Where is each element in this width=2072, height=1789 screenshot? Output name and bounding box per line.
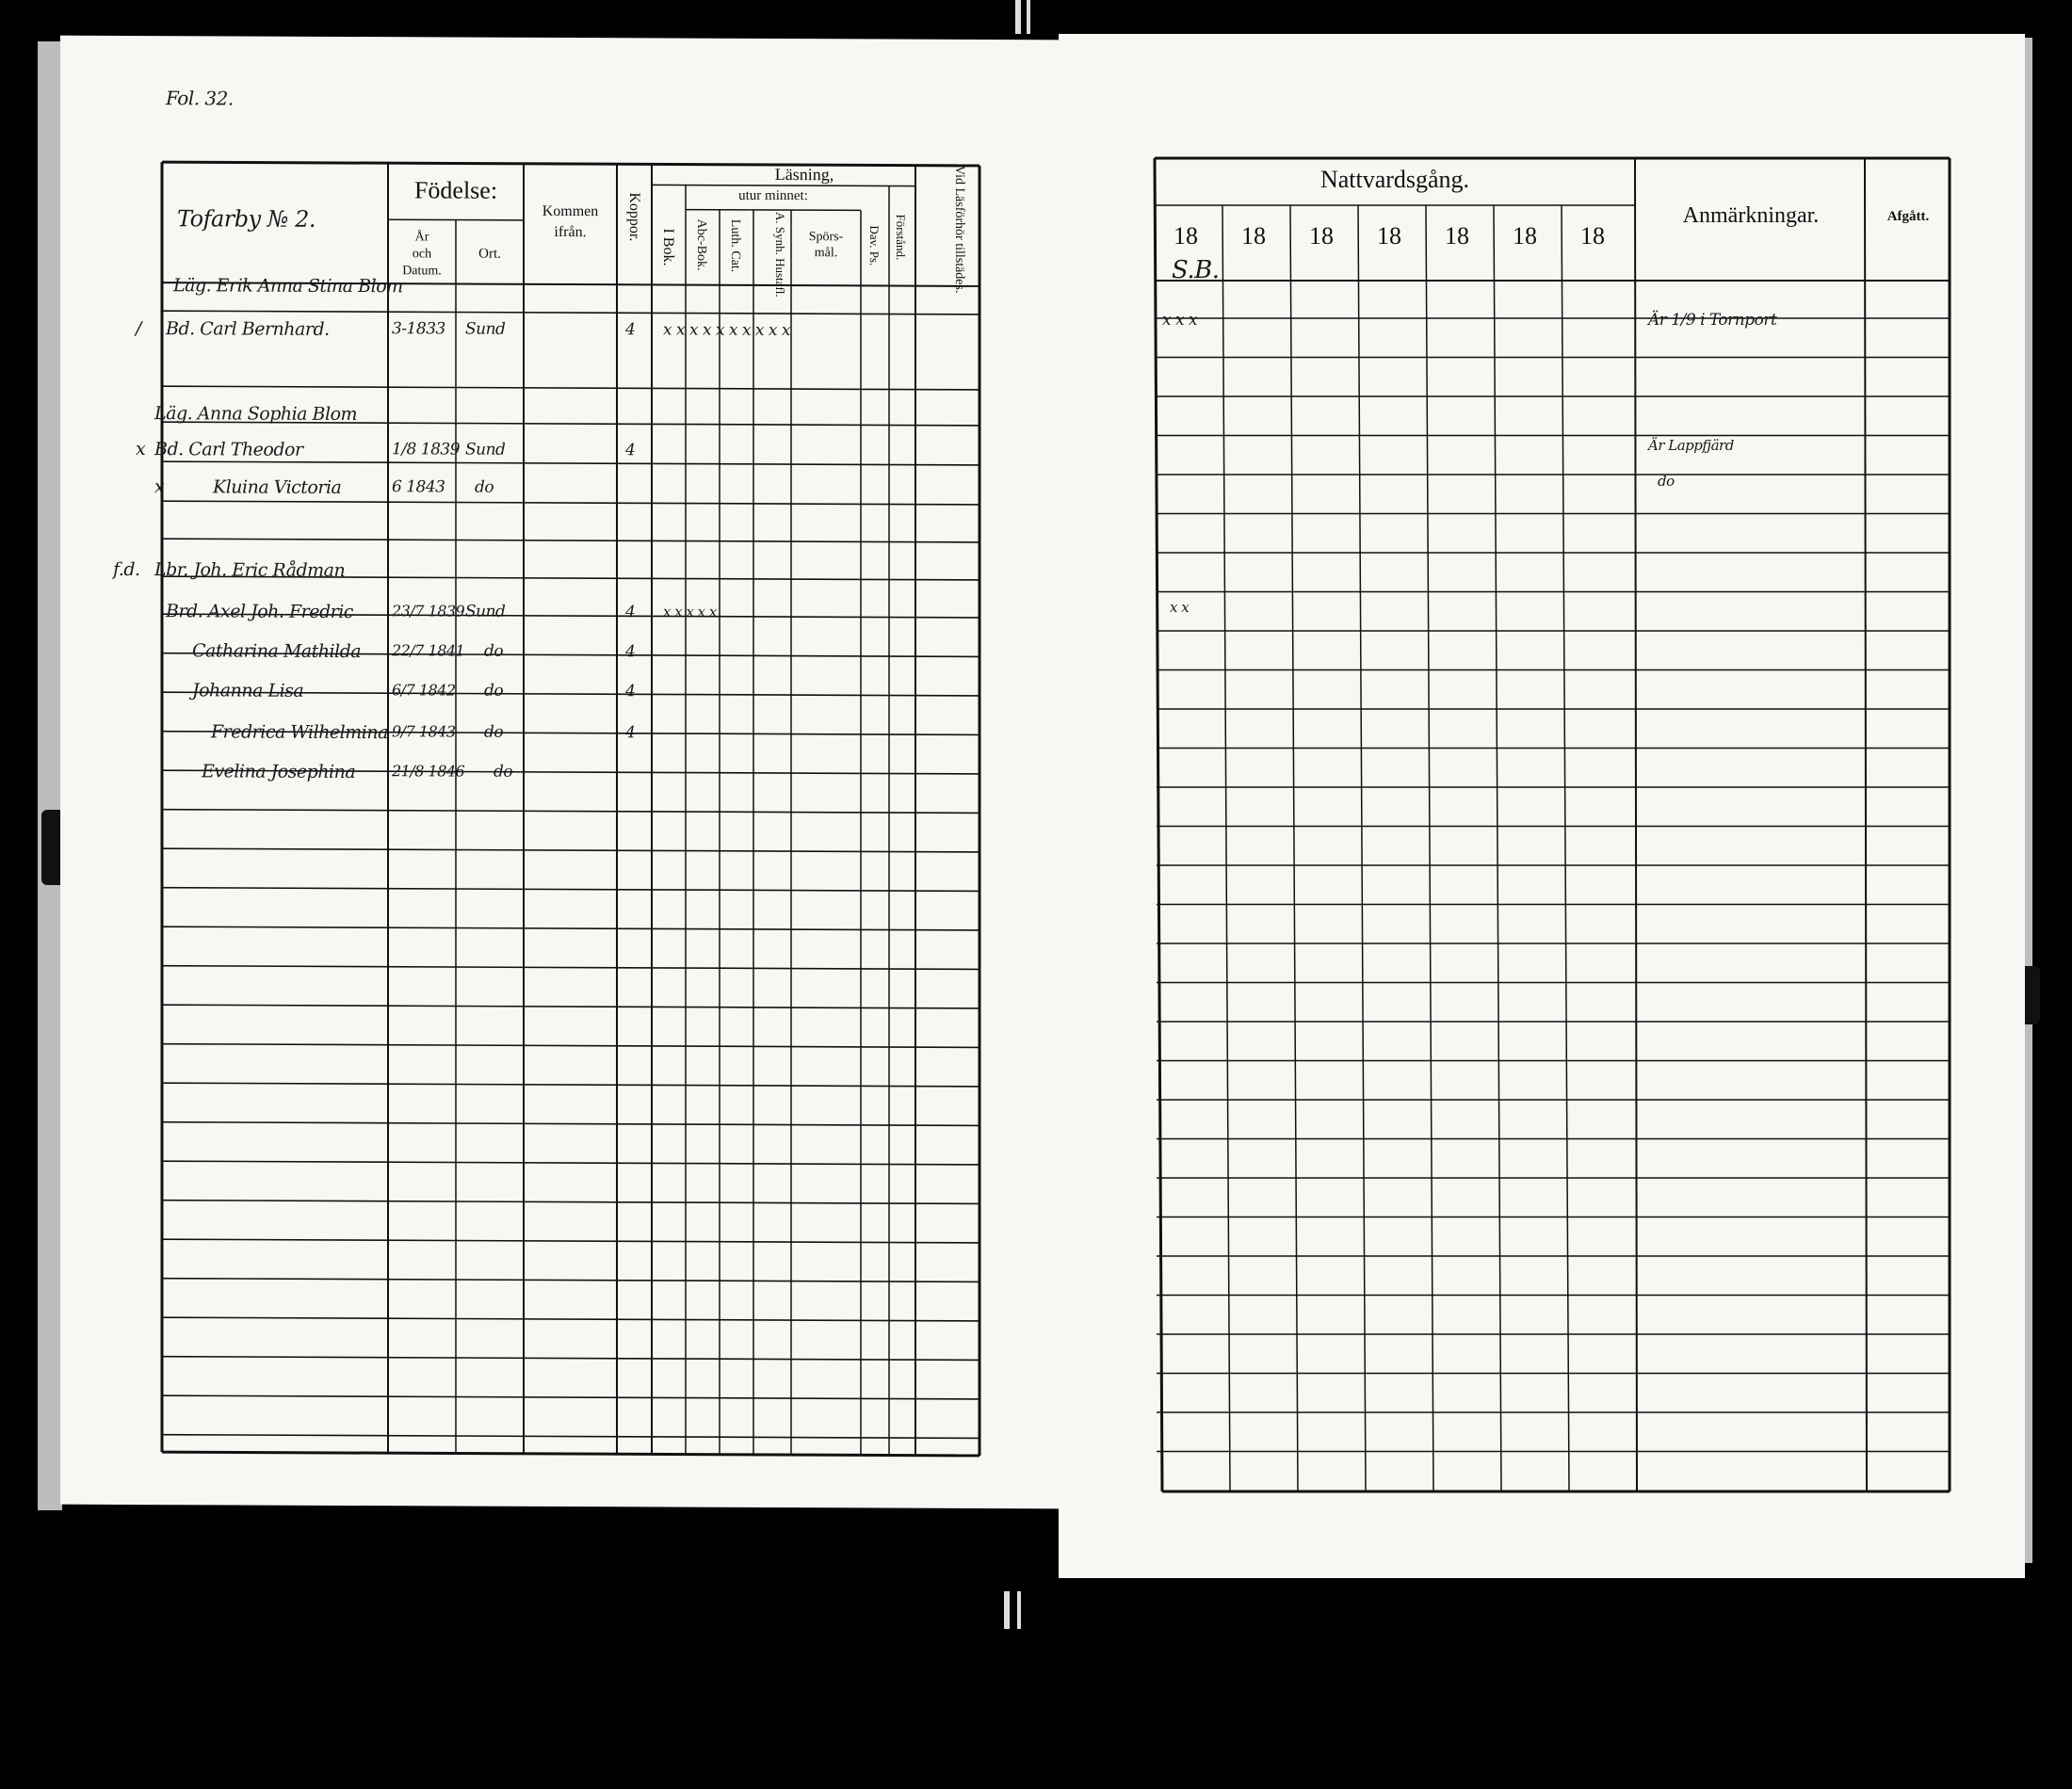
entry-name: Lbr. Joh. Eric Rådman (154, 559, 346, 581)
ruled-line (162, 810, 979, 814)
remark-text: Är 1/9 i Tornport (1648, 311, 1777, 330)
year-column-label: 18 (1377, 222, 1401, 250)
nattvardsgang-heading: Nattvardsgång. (1319, 166, 1470, 193)
place-heading: Tofarby № 2. (177, 205, 316, 233)
entry-koppor: 4 (625, 642, 636, 662)
anmarkningar-heading: Anmärkningar. (1682, 203, 1820, 228)
entry-place: Sund (465, 440, 506, 459)
entry-koppor: 4 (625, 603, 636, 622)
binding-mark-top (1015, 0, 1021, 34)
ar-label: År (414, 230, 429, 245)
entry-date: 9/7 1843 (392, 722, 456, 741)
binding-mark-bottom (1004, 1591, 1010, 1629)
entry-reading-marks: x x x x x x x x x x (663, 320, 791, 341)
ruled-line (162, 1317, 979, 1321)
entry-place: do (475, 477, 494, 497)
year-column-label: 18 (1445, 222, 1469, 250)
entry-date: 21/8 1846 (392, 762, 465, 781)
ruled-line (162, 848, 979, 852)
ruled-line (162, 966, 979, 970)
spors-label: Spörs- (808, 230, 844, 245)
entry-place: do (484, 722, 504, 742)
luth-cat-heading: Luth. Cat. (728, 218, 742, 273)
left-page-edge (38, 41, 62, 1510)
binding-mark-top-2 (1027, 0, 1030, 34)
entry-name: Brd. Axel Joh. Fredric (166, 601, 353, 623)
kommen-label: Kommen (542, 202, 599, 220)
och-label: och (412, 247, 432, 262)
entry-name: Johanna Lisa (192, 680, 304, 701)
entry-koppor: 4 (625, 682, 636, 701)
entry-name: Fredrica Wilhelmina (211, 721, 388, 744)
entry-date: 6 1843 (392, 477, 445, 497)
entry-name: Kluina Victoria (213, 476, 342, 498)
entry-date: 1/8 1839 (392, 440, 461, 459)
ruled-line (162, 888, 979, 892)
a-synh-hustafl-heading: A. Synh. Hustafl. (773, 211, 787, 298)
entry-date: 3-1833 (392, 319, 445, 339)
abc-bok-heading: Abc-Bok. (694, 218, 708, 271)
column-line (1290, 205, 1298, 1491)
ruled-line (162, 386, 979, 390)
mal-label: mål. (814, 246, 838, 261)
ruled-line (162, 1435, 979, 1439)
column-line (1358, 205, 1366, 1491)
ruled-line (162, 1395, 979, 1399)
vid-lasforhor-heading: Vid Läsförhör tillstädes. (952, 165, 966, 294)
binding-mark-bottom-2 (1017, 1591, 1021, 1629)
right-page (1059, 34, 2025, 1578)
afgatt-heading: Afgått. (1886, 209, 1930, 224)
ruled-line (162, 539, 979, 542)
entry-place: Sund (465, 319, 506, 339)
entry-name: Läg. Erik Anna Stina Blom (173, 275, 403, 298)
i-bok-heading: I Bok. (660, 228, 676, 266)
entry-date: 22/7 1841 (392, 641, 465, 660)
ifran-label: ifrån. (554, 223, 587, 241)
ruled-line (162, 1201, 979, 1204)
ruled-line (162, 1044, 979, 1048)
column-line (1222, 205, 1230, 1491)
ruled-line (162, 927, 979, 930)
ruled-line (162, 1279, 979, 1282)
ruled-line (162, 1239, 979, 1243)
natt-mark: x x (1170, 599, 1190, 616)
ruled-line (162, 461, 979, 465)
ar-och-datum-heading (390, 229, 454, 280)
sporsmal-heading (791, 229, 861, 261)
folio-number: Fol. 32. (166, 87, 234, 110)
entry-place: do (494, 762, 513, 782)
natt-mark: S.B. (1172, 256, 1220, 284)
year-column-label: 18 (1241, 222, 1266, 250)
left-page (60, 36, 1062, 1509)
koppor-heading: Koppor. (626, 192, 642, 242)
entry-reading-marks: x x x x x (663, 603, 717, 621)
utur-minnet-heading: utur minnet: (738, 187, 808, 204)
year-column-label: 18 (1309, 222, 1334, 250)
entry-prefix: / (136, 318, 141, 340)
entry-name: Bd. Carl Bernhard. (166, 318, 330, 340)
dav-ps-heading: Dav. Ps. (867, 225, 882, 266)
year-column-label: 18 (1580, 222, 1605, 250)
entry-place: do (484, 681, 504, 701)
entry-name: Bd. Carl Theodor (154, 439, 303, 460)
column-line (1426, 205, 1433, 1491)
entry-name: Catharina Mathilda (192, 640, 362, 663)
entry-place: do (484, 641, 504, 661)
ruled-line (162, 1357, 979, 1361)
forstand-heading: Förstånd. (894, 214, 908, 261)
entry-name: Evelina Josephina (202, 761, 356, 783)
entry-prefix: x (154, 476, 165, 498)
lasning-heading: Läsning, (774, 164, 834, 185)
column-line (1562, 205, 1569, 1491)
column-line (1494, 205, 1501, 1491)
entry-koppor: 4 (625, 441, 636, 460)
entry-prefix: f.d. (113, 558, 140, 581)
natt-mark: x x x (1162, 311, 1198, 330)
entry-name: Läg. Anna Sophia Blom (154, 403, 358, 426)
ruled-line (162, 501, 979, 505)
ruled-line (162, 1161, 979, 1165)
entry-prefix: x (136, 439, 146, 460)
entry-date: 6/7 1842 (392, 681, 456, 700)
remark-text: do (1658, 473, 1675, 490)
year-column-label: 18 (1513, 222, 1537, 250)
remark-text: Är Lappfjärd (1648, 437, 1734, 454)
fodelse-heading: Födelse: (413, 176, 498, 204)
entry-koppor: 4 (625, 320, 636, 340)
ruled-line (162, 1083, 979, 1087)
ruled-line (162, 311, 979, 314)
entry-koppor: 4 (625, 723, 636, 743)
entry-date: 23/7 1839 (392, 602, 465, 621)
year-column-label: 18 (1174, 222, 1198, 250)
datum-label: Datum. (402, 264, 442, 279)
ort-heading: Ort. (478, 246, 501, 262)
kommen-ifran-heading (524, 201, 617, 243)
entry-place: Sund (465, 602, 506, 621)
ruled-line (162, 1122, 979, 1126)
ruled-line (162, 1005, 979, 1008)
